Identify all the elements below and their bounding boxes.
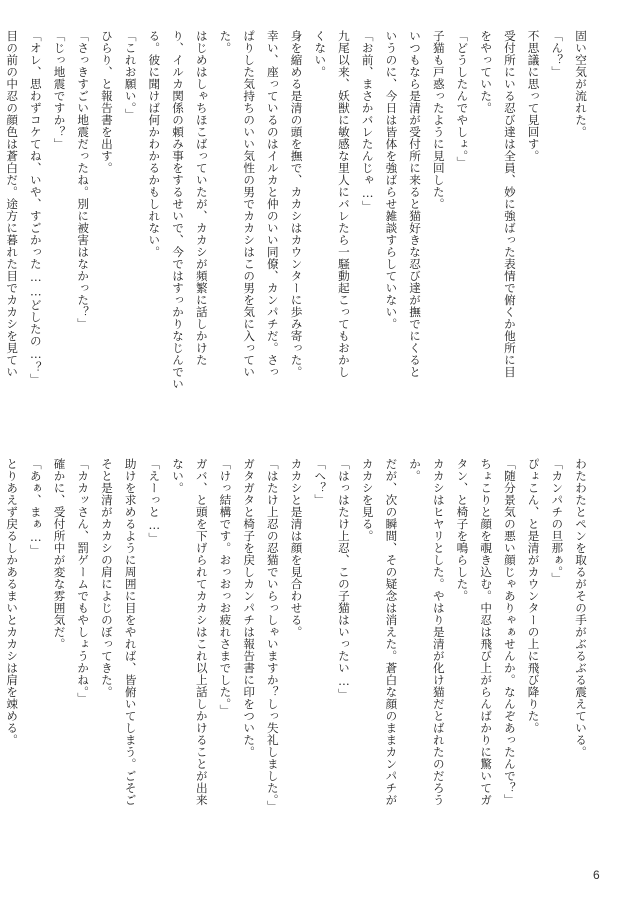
text-line: 「けっ結構です。おっおっお疲れさまでした。」: [218, 458, 233, 717]
text-line: ぴょこん、と是清がカウンターの上に飛び降りた。: [526, 458, 541, 734]
bottom-text-block: [5, 458, 592, 858]
text-line: いつもなら是清が受付所に来ると猫好きな忍び達が撫でにくると: [408, 30, 423, 378]
text-line: 「随分景気の悪い顔じゃありゃぁせんか。なんぞあったんで？」: [502, 458, 517, 806]
text-line: ガタガタと椅子を戻しカンパチは報告書に印をついた。: [242, 458, 257, 758]
text-line: 確かに、受付所中が変な雰囲気だ。: [52, 458, 67, 650]
text-line: 目の前の中忍の顔色は蒼白だ。途方に暮れた目でカカシを見てい: [5, 30, 20, 378]
text-line: カカシを見る。: [360, 458, 375, 542]
text-line: だが、次の瞬間、その疑念は消えた。蒼白な顔のままカンパチが: [384, 458, 399, 806]
text-line: 「はたけ上忍の忍猫でいらっしゃいますか？しっ失礼しました。」: [265, 458, 280, 813]
text-line: 九尾以来、妖獣に敏感な里人にバレたら一騒動起こってもおかし: [336, 30, 351, 378]
text-line: 子猫も戸惑ったように見回した。: [431, 30, 446, 210]
text-line: 「へ？」: [313, 458, 328, 506]
text-line: 受付所にいる忍び達は全員、妙に強ばった表情で俯くか他所に目: [502, 30, 517, 378]
text-line: 身を縮める是清の頭を撫で、カカシはカウンターに歩み寄った。: [289, 30, 304, 378]
text-line: そと是清がカカシの肩によじのぼってきた。: [99, 458, 114, 698]
text-line: カカシはヒヤリとした。やはり是清が化け猫だとばれたのだろう: [431, 458, 446, 806]
top-text-block: [5, 30, 592, 436]
text-line: 「はっはたけ上忍、この子猫はいったい…」: [336, 458, 351, 701]
text-line: をやっていた。: [479, 30, 494, 114]
text-line: ぱりした気持ちのいい気性の男でカカシはこの男を気に入ってい: [242, 30, 257, 378]
text-line: る。彼に聞けば何かわかるかもしれない。: [147, 30, 162, 258]
text-line: 「どうしたんでやしょ。」: [455, 30, 470, 169]
text-line: カカシと是清は顔を見合わせる。: [289, 458, 304, 638]
text-line: か。: [408, 458, 423, 482]
text-line: た。: [218, 30, 233, 54]
text-line: 助けを求めるように周囲に目をやれば、皆俯いてしまう。ごそご: [123, 458, 138, 806]
text-line: 「ん？」: [550, 30, 565, 78]
text-line: 「カンパチの旦那ぁ。」: [550, 458, 565, 585]
text-line: 不思議に思って見回す。: [526, 30, 541, 162]
text-line: り、イルカ関係の頼み事をするせいで、今ではすっかりなじんでい: [171, 30, 186, 390]
text-line: とりあえず戻るしかあるまいとカカシは肩を竦める。: [5, 458, 20, 746]
text-line: いうのに、今日は皆体を強ばらせ雑談すらしていない。: [384, 30, 399, 330]
text-line: 「あぁ、まぁ…」: [28, 458, 43, 557]
text-line: はじめはしゃちほこばっていたが、カカシが頻繁に話しかけた: [194, 30, 209, 366]
text-line: 「オレ、思わずコケてね、いや、すごかった……どしたの…？」: [28, 30, 43, 386]
text-line: 幸い、座っているのはイルカと仲のいい同僚、カンパチだ。さっ: [265, 30, 280, 378]
text-line: 固い空気が流れた。: [574, 30, 588, 138]
text-line: 「さっきすごい地震だったね。別に被害はなかった？」: [76, 30, 91, 330]
text-line: ちょこりと顔を覗き込む。中忍は飛び上がらんばかりに驚いてガ: [479, 458, 494, 806]
text-line: ひらり、と報告書を出す。: [99, 30, 114, 174]
text-line: わたわたとペンを取るがその手がぶるぶる震えている。: [574, 458, 588, 758]
text-line: 「カカッさん、罰ゲームでもやしょうかね。」: [76, 458, 91, 705]
text-line: 「お前、まさかバレたんじゃ…」: [360, 30, 375, 213]
text-line: 「これお願い。」: [123, 30, 138, 121]
text-line: タン、と椅子を鳴らした。: [455, 458, 470, 602]
page-number: 6: [593, 868, 600, 882]
text-line: くない。: [313, 30, 328, 78]
text-line: 「じっ地震ですか？」: [52, 30, 67, 150]
text-line: ない。: [171, 458, 186, 494]
text-line: ガバ、と頭を下げられてカカシはこれ以上話しかけることが出来: [194, 458, 209, 806]
text-line: 「えーっと…」: [147, 458, 162, 545]
